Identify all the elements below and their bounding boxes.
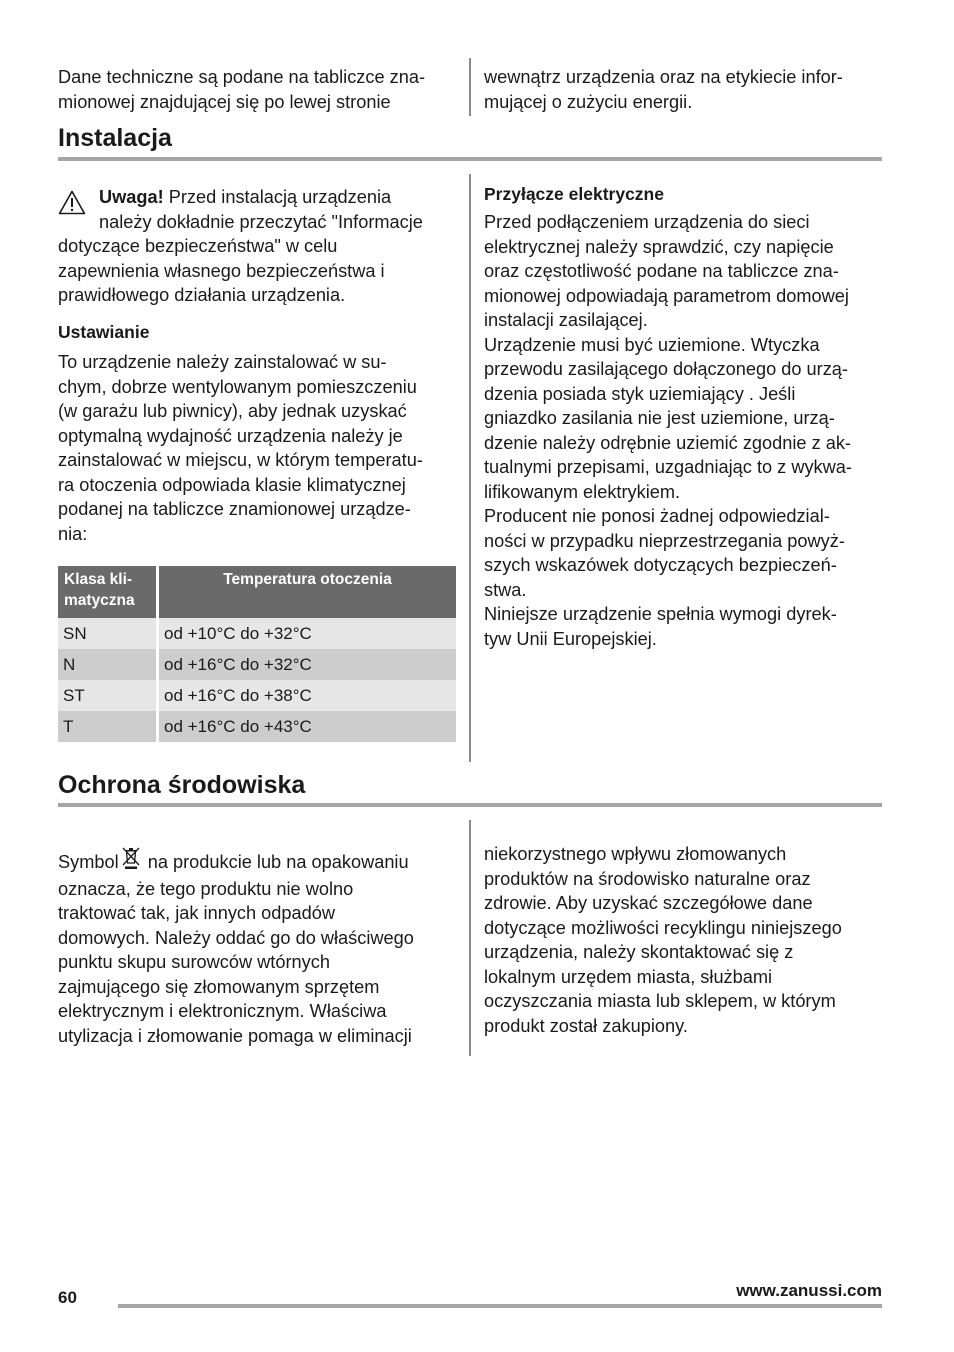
warning-first-lines xyxy=(58,185,458,234)
table-row xyxy=(58,711,456,742)
warning-rest-text: dotyczące bezpieczeństwa" w celu zapewnienia własnego bezpieczeństwa i prawidłowego działania urządzenia. xyxy=(58,236,385,305)
ochrona-left-block xyxy=(58,846,463,1048)
ochrona-first-line xyxy=(58,846,463,877)
subsection-title-ustawianie: Ustawianie xyxy=(58,322,150,342)
warning-line-1: Przed instalacją urządzenia xyxy=(163,187,392,207)
table-cell-temperatura: od +16°C do +43°C xyxy=(156,711,456,742)
warning-triangle-icon xyxy=(58,190,86,220)
intro-right-text: wewnątrz urządzenia oraz na etykiecie infor- mującej o zużyciu energii. xyxy=(484,67,843,112)
table-cell-temperatura: od +10°C do +32°C xyxy=(156,618,456,649)
intro-left-text: Dane techniczne są podane na tabliczce zna- mionowej znajdującej się po lewej stronie xyxy=(58,67,426,112)
warning-label: Uwaga! xyxy=(99,187,164,207)
symbol-word: Symbol xyxy=(58,852,119,872)
subsection-title-przylacze: Przyłącze elektryczne xyxy=(484,184,664,204)
instalacja-column-divider xyxy=(469,174,471,762)
ochrona-column-divider xyxy=(469,820,471,1056)
climate-table-wrapper xyxy=(58,566,456,742)
footer-rule xyxy=(118,1304,882,1308)
section-rule-instalacja xyxy=(58,157,882,161)
table-row xyxy=(58,618,456,649)
page-number: 60 xyxy=(58,1288,77,1307)
footer-website[interactable]: www.zanussi.com xyxy=(736,1281,882,1300)
table-cell-klasa: SN xyxy=(58,618,156,649)
warning-block xyxy=(58,185,458,308)
table-cell-klasa: ST xyxy=(58,680,156,711)
table-header-temperatura: Temperatura otoczenia xyxy=(156,566,456,618)
table-row xyxy=(58,680,456,711)
intro-column-divider xyxy=(469,58,471,116)
przylacze-text: Przed podłączeniem urządzenia do sieci elektrycznej należy sprawdzić, czy napięcie oraz częstotliwość podane na tabliczce zna- mionowej odpowiadają parametrom domowej instalacji zasilającej. Urządzenie musi być uziemione. Wtyczka przewodu zasilającego dołączonego do urzą- dzenia posiada styk uziemiający . Jeśli gniazdko zasilania nie jest uziemione, urzą- dzenie należy odrębnie uziemić zgodnie z ak- tualnymi przepisami, uzgadniając to z wykwa- lifikowanym elektrykiem. Producent nie ponosi żadnej odpowiedzial- ności w przypadku nieprzestrzegania powyż- szych wskazówek dotyczących bezpieczeń- stwa. Niniejsze urządzenie spełnia wymogi dyrek- tyw Unii Europejskiej. xyxy=(484,212,852,649)
ustawianie-text: To urządzenie należy zainstalować w su- chym, dobrze wentylowanym pomieszczeniu (w garażu lub piwnicy), aby jednak uzyskać optymalną wydajność urządzenia należy je zainstalować w miejscu, w którym temperatu- ra otoczenia odpowiada klasie klimatycznej podanej na tabliczce znamionowej urządze- nia: xyxy=(58,352,423,544)
ochrona-line-1-rest: na produkcie lub na opakowaniu xyxy=(142,852,409,872)
section-rule-ochrona xyxy=(58,803,882,807)
table-cell-klasa: T xyxy=(58,711,156,742)
ochrona-right-text: niekorzystnego wpływu złomowanych produktów na środowisko naturalne oraz zdrowie. Aby uzyskać szczegółowe dane dotyczące możliwości recyklingu niniejszego urządzenia, należy skontaktować się z lokalnym urzędem miasta, służbami oczyszczania miasta lub sklepem, w którym produkt został zakupiony. xyxy=(484,844,842,1036)
climate-class-table xyxy=(58,566,456,742)
section-title-ochrona: Ochrona środowiska xyxy=(58,771,306,799)
warning-line-2: należy dokładnie przeczytać "Informacje xyxy=(99,211,423,232)
ochrona-left-text: oznacza, że tego produktu nie wolno traktować tak, jak innych odpadów domowych. Należy oddać go do właściwego punktu skupu surowców wtórnych zajmującego się złomowanym sprzętem elektrycznym i elektronicznym. Właściwa utylizacja i złomowanie pomaga w eliminacji xyxy=(58,878,414,1046)
table-cell-temperatura: od +16°C do +38°C xyxy=(156,680,456,711)
table-cell-temperatura: od +16°C do +32°C xyxy=(156,649,456,680)
section-title-instalacja: Instalacja xyxy=(58,124,172,152)
table-header-klasa: Klasa kli- matyczna xyxy=(58,566,156,618)
table-row xyxy=(58,649,456,680)
crossed-bin-icon xyxy=(121,846,141,877)
table-cell-klasa: N xyxy=(58,649,156,680)
